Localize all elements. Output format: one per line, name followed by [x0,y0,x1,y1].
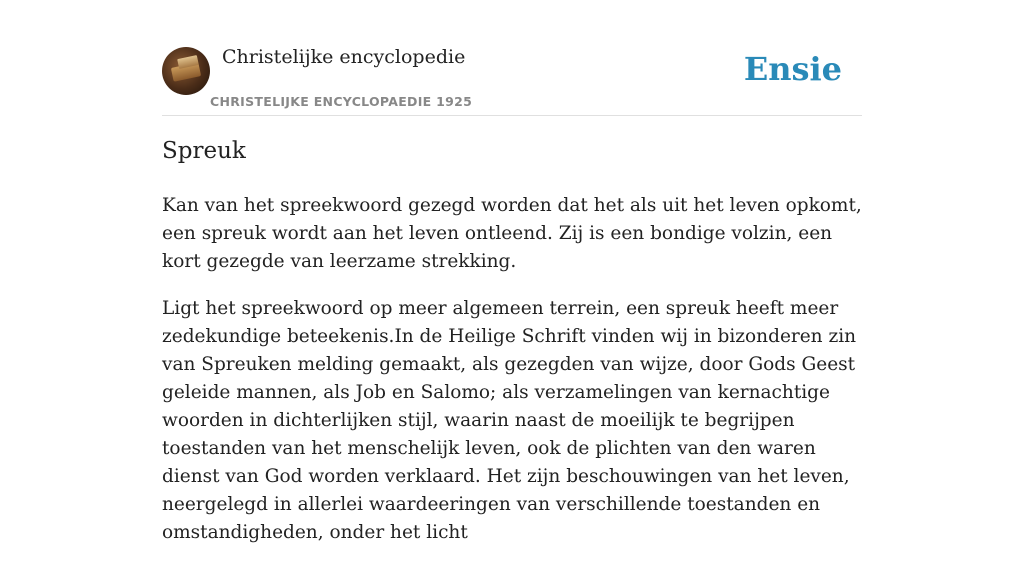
brand-logo[interactable]: Ensie [743,50,842,88]
site-avatar[interactable] [162,47,210,95]
article-paragraph: Kan van het spreekwoord gezegd worden dat het als uit het leven opkomt, een spreuk wordt aan het leven ontleend. Zij is een bondige volzin, een kort gezegde van leerzame strekking. [162,195,862,272]
article-paragraph: Ligt het spreekwoord op meer algemeen terrein, een spreuk heeft meer zedekundige beteekenis.In de Heilige Schrift vinden wij in bizonderen zin van Spreuken melding gemaakt, als gezegden van wijze, door Gods Geest geleide mannen, als Job en Salomo; als verzamelingen van kernachtige woorden in dichterlijken stijl, waarin naast de moeilijk te begrijpen toestanden van het menschelijk leven, ook de plichten van den waren dienst van God worden verklaard. Het zijn beschouwingen van het leven, neergelegd in allerlei waardeeringen van verschillende toestanden en omstandigheden, onder het licht [162,298,857,543]
article-body [162,192,862,566]
article-title: Spreuk [162,138,246,164]
site-header [162,44,862,116]
site-subtitle[interactable]: CHRISTELIJKE ENCYCLOPAEDIE 1925 [210,94,473,109]
site-name[interactable]: Christelijke encyclopedie [222,46,466,68]
